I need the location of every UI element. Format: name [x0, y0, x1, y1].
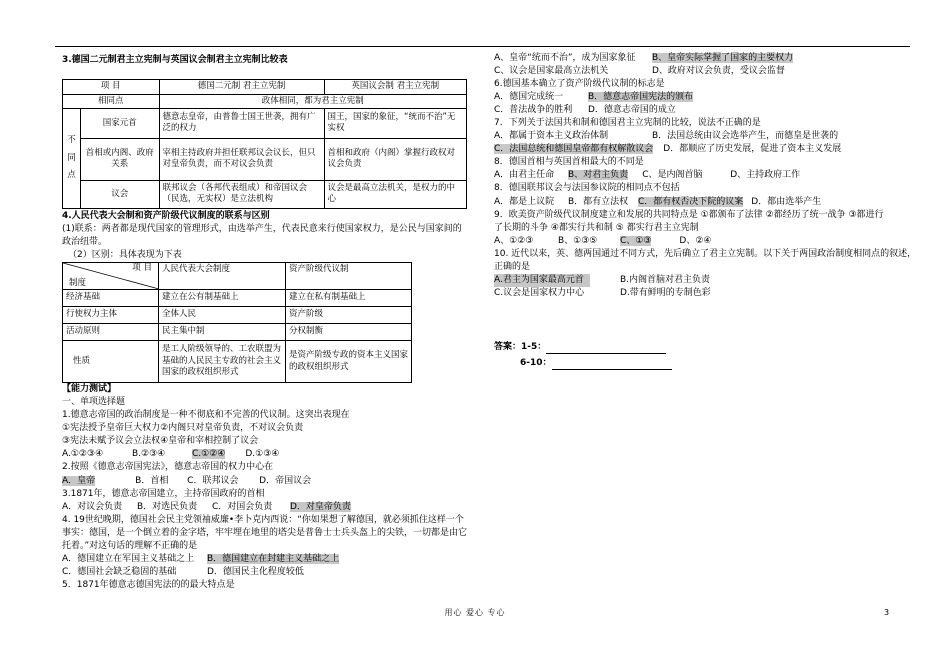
q6-stem: 6.德国基本确立了资产阶级代议制的标志是 — [494, 79, 665, 90]
q7-opt-d: D．都顺应了历史发展，促进了资本主义发展 — [663, 144, 842, 155]
q5-options-1 — [494, 52, 914, 65]
answer-blank-2[interactable] — [552, 356, 672, 370]
npc-principle: 民主集中制 — [159, 324, 286, 341]
q10-options-2 — [494, 287, 914, 300]
uk-parliament: 议会是最高立法机关，是权力的中心 — [324, 180, 466, 208]
q1-opt-b: B.②③④ — [132, 449, 166, 460]
q3-options — [62, 501, 467, 514]
q5-opt-a: A、皇帝“统而不治”，成为国家象征 — [494, 53, 636, 63]
q9-opt-b: B、①③⑤ — [558, 235, 598, 246]
de-parliament: 联邦议会（各邦代表组成）和帝国议会（民选，无实权）是立法机构 — [159, 180, 324, 208]
q5-opt-b: B、皇帝实际掌握了国家的主要权力 — [652, 53, 794, 63]
left-column — [62, 52, 467, 592]
q8-opt-b: B、对君主负责 — [568, 170, 629, 181]
q4-opt-c: C．德国社会缺乏稳固的基础 — [62, 566, 177, 577]
npc-power-subject: 全体人民 — [159, 307, 286, 324]
q9-opt-a: A、①②③ — [494, 235, 534, 246]
q8b-opt-a: A．都是上议院 — [494, 196, 555, 207]
q8b-options — [494, 196, 914, 209]
header-item: 项 目 — [63, 80, 160, 94]
section4-p1: (1)联系：两者都是现代国家的管理形式，由选举产生，代表民意来行使国家权力，是公民与国家间的政治纽带。 — [62, 224, 462, 248]
q5-opt-d: D、政府对议会负责，受议会监督 — [652, 66, 785, 77]
corner-diagonal — [63, 263, 158, 289]
q7-options-1 — [494, 130, 914, 143]
q2-opt-d: D．帝国议会 — [259, 475, 312, 486]
ability-title: 【能力测试】 — [62, 384, 117, 395]
q6-opt-d: D．德意志帝国的成立 — [588, 105, 676, 116]
q7-options-2 — [494, 143, 914, 156]
q10-stem: 10. 近代以来，英、德两国通过不同方式，先后确立了君主立宪制。以下关于两国政治制度相同点的叙述， — [494, 248, 917, 259]
q8b-opt-b: B．都有立法权 — [568, 196, 629, 207]
uk-head-of-state: 国王，国家的象征，“统而不治”无实权 — [324, 108, 466, 138]
q1-stem: 1.德意志帝国的政治制度是一种不彻底和不完善的代议制。这突出表现在 — [62, 410, 350, 421]
q8-opt-c: C、是内阁首脑 — [642, 170, 703, 181]
row-economic-base: 经济基础 — [63, 290, 159, 307]
bourgeois-principle: 分权制衡 — [286, 324, 412, 341]
q5-stem: 5．1871年德意志德国宪法的的最大特点是 — [62, 579, 235, 590]
q9-opt-d: D、②④ — [679, 235, 712, 246]
same-label: 相同点 — [63, 94, 160, 108]
diff-label-text: 不同点 — [67, 134, 76, 181]
q6-options-2 — [494, 104, 914, 117]
answer-line-2 — [494, 356, 914, 370]
q1-options — [62, 448, 467, 461]
q1-opt-c: C.①②④ — [192, 449, 226, 460]
comparison-table-systems — [62, 262, 412, 383]
npc-economic-base: 建立在公有制基础上 — [159, 290, 286, 307]
page-number: 3 — [884, 608, 890, 617]
answer-blank-1[interactable] — [546, 340, 666, 354]
q9-options — [494, 235, 914, 248]
q6-opt-b: B．德意志帝国宪法的颁布 — [588, 92, 694, 103]
header-bourgeois: 资产阶级代议制 — [286, 263, 412, 290]
q10-opt-a: A.君主为国家最高元首 — [494, 274, 590, 287]
q10-opt-c: C.议会是国家权力中心 — [494, 287, 585, 298]
bourgeois-nature: 是资产阶级专政的资本主义国家的政权组织形式 — [286, 341, 412, 383]
q10-opt-b: B.内阁首脑对君主负责 — [620, 274, 711, 285]
bourgeois-power-subject: 资产阶级 — [286, 307, 412, 324]
q8b-opt-d: D．都由选举产生 — [751, 196, 822, 207]
header-npc: 人民代表大会制度 — [159, 263, 286, 290]
q10-options-1 — [494, 274, 914, 287]
right-column — [494, 52, 917, 370]
q7-opt-b: B．法国总统由议会选举产生，而德皇是世袭的 — [652, 131, 839, 142]
row-parliament: 议会 — [81, 180, 160, 208]
q1-opt-d: D.①③④ — [245, 449, 280, 460]
q8b-opt-c: C．都有权否决下院的议案 — [638, 196, 744, 207]
q8-opt-d: D、主持政府工作 — [730, 170, 801, 181]
de-cabinet: 宰相主持政府并担任联邦议会议长，但只对皇帝负责，而不对议会负责 — [159, 138, 324, 180]
q2-stem: 2.按照《德意志帝国宪法》，德意志帝国的权力中心在 — [62, 462, 274, 473]
q6-opt-c: C．普法战争的胜利 — [494, 105, 573, 116]
q1-line3: ③宪法未赋予议会立法权④皇帝和宰相控制了议会 — [62, 436, 259, 447]
q7-opt-c: C．法国总统和德国皇帝都有权解散议会 — [494, 144, 654, 155]
npc-nature: 是工人阶级领导的、工农联盟为基础的人民民主专政的社会主义国家的政权组织形式 — [159, 341, 286, 383]
corner-cell — [63, 263, 159, 290]
q7-stem: 7．下列关于法国共和制和德国君主立宪制的比较，说法不正确的是 — [494, 118, 761, 129]
corner-top: 项 目 — [132, 263, 152, 274]
q3-opt-b: B．对选民负责 — [137, 501, 198, 512]
section4-p2: （2）区别：具体表现为下表 — [68, 250, 182, 261]
q3-stem: 3.1871年，德意志帝国建立，主持帝国政府的首相 — [62, 488, 265, 499]
row-power-subject: 行使权力主体 — [63, 307, 159, 324]
comparison-table-de-uk — [62, 79, 467, 209]
q2-opt-a: A．皇帝 — [62, 475, 96, 486]
section3-title: 3.德国二元制君主立宪制与英国议会制君主立宪制比较表 — [62, 55, 288, 65]
q8b-stem: 8．德国联邦议会与法国参议院的相同点不包括 — [494, 183, 680, 194]
answer-label-1: 答案：1-5： — [494, 341, 547, 352]
q9-line2: 了长期的斗争 ④都实行共和制 ⑤ 都实行君主立宪制 — [494, 222, 699, 233]
q10-line2: 正确的是 — [494, 261, 531, 272]
header-de: 德国二元制 君主立宪制 — [159, 80, 324, 94]
q10-opt-d: D.带有鲜明的专制色彩 — [620, 287, 711, 298]
q3-opt-a: A．对议会负责 — [62, 501, 123, 512]
q8-opt-a: A．由君主任命 — [494, 170, 555, 181]
q8-stem: 8．德国首相与英国首相最大的不同是 — [494, 157, 644, 168]
q1-opt-a: A.①②③④ — [62, 449, 104, 460]
row-head-of-state: 国家元首 — [81, 108, 160, 138]
q6-options-1 — [494, 91, 914, 104]
row-nature: 性质 — [63, 341, 159, 383]
diff-label — [63, 108, 81, 208]
header-uk: 英国议会制 君主立宪制 — [324, 80, 466, 94]
uk-cabinet: 首相和政府（内阁）掌握行政权对议会负责 — [324, 138, 466, 180]
q9-stem: 9．欧美资产阶级代议制度建立和发展的共同特点是 ①都颁布了法律 ②都经历了统一战争 ③都进行 — [494, 209, 884, 220]
q5-opt-c: C、议会是国家最高立法机关 — [494, 66, 609, 77]
q9-opt-c: C、①③ — [620, 235, 652, 246]
header-rule — [55, 46, 910, 47]
q1-line2: ①宪法授予皇帝巨大权力②内阁只对皇帝负责，不对议会负责 — [62, 423, 304, 434]
q2-opt-c: C．联邦议会 — [187, 475, 239, 486]
q5-options-2 — [494, 65, 914, 78]
q4-stem: 4. 19世纪晚期，德国社会民主党领袖威廉•李卜克内西说：“你如果想了解德国，就必须抓住这样一个 — [62, 514, 464, 525]
q2-options — [62, 475, 467, 488]
q4-options-1 — [62, 553, 467, 566]
q4-opt-a: A．德国建立在军国主义基础之上 — [62, 553, 195, 564]
answer-label-2: 6-10： — [520, 357, 552, 368]
row-cabinet: 首相或内阁、政府关系 — [81, 138, 160, 180]
section4-title: 4.人民代表大会制和资产阶级代议制度的联系与区别 — [62, 210, 270, 221]
q4-line3: 托着。”对这句话的理解不正确的是 — [62, 540, 198, 551]
q2-opt-b: B．首相 — [135, 475, 169, 486]
q7-opt-a: A．都属于资本主义政治体制 — [494, 131, 609, 142]
same-value: 政体相同，都为君主立宪制 — [159, 94, 466, 108]
row-principle: 活动原则 — [63, 324, 159, 341]
q4-opt-b: B．德国建立在封建主义基础之上 — [207, 553, 340, 564]
ability-subtitle: 一、单项选择题 — [62, 397, 126, 408]
q4-options-2 — [62, 566, 467, 579]
q6-opt-a: A．德国完成统一 — [494, 92, 564, 103]
corner-bottom: 制度 — [69, 277, 87, 288]
answer-line-1 — [494, 340, 914, 354]
q8-options — [494, 169, 914, 182]
q4-opt-d: D．德国民主化程度较低 — [207, 566, 304, 577]
q3-opt-d: D．对皇帝负责 — [290, 501, 351, 512]
footer-motto: 用心 爱心 专心 — [444, 608, 506, 617]
q4-line2: 事实：德国，是一个倒立着的金字塔，牢牢埋在地里的塔尖是普鲁士士兵头盔上的尖铁，一切都是由它 — [62, 527, 468, 538]
bourgeois-economic-base: 建立在私有制基础上 — [286, 290, 412, 307]
q3-opt-c: C．对国会负责 — [212, 501, 273, 512]
de-head-of-state: 德意志皇帝，由普鲁士国王世袭，拥有广泛的权力 — [159, 108, 324, 138]
